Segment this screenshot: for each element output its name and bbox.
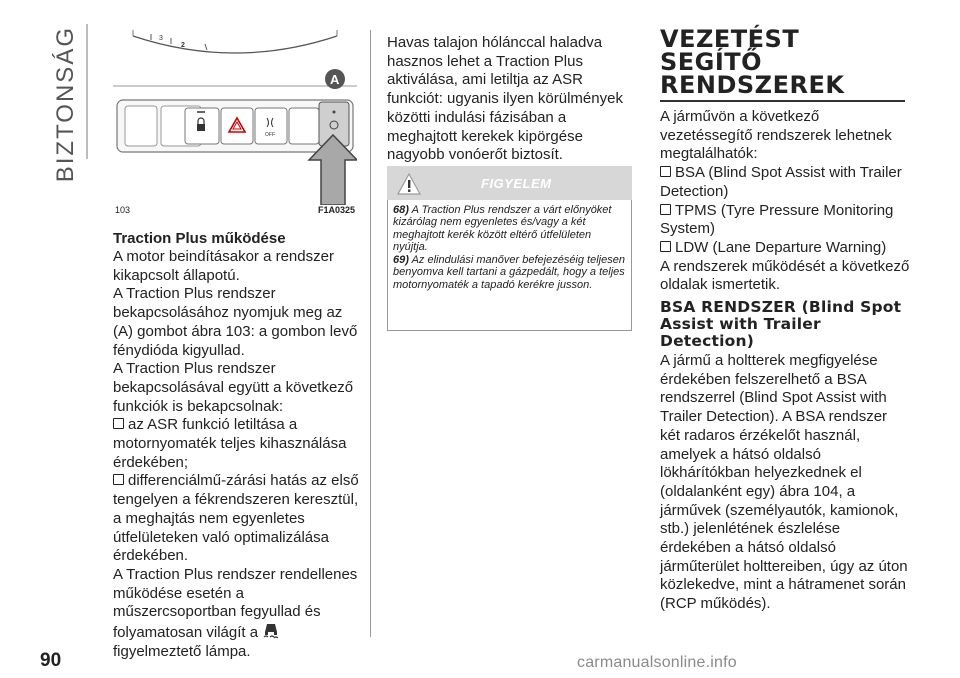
warning-header	[387, 166, 632, 200]
paragraph: A Traction Plus rendszer bekapcsolásával együtt a következő funkciók is bekapcsolnak:	[113, 360, 354, 415]
paragraph: A motor beindításakor a rendszer kikapcsolt állapotú.	[113, 248, 334, 284]
dial-label-3: 3	[159, 35, 163, 42]
bullet-icon	[660, 241, 671, 252]
warning-title: FIGYELEM	[481, 176, 552, 191]
bsa-subheading: BSA RENDSZER (Blind Spot Assist with Trailer Detection)	[660, 298, 902, 351]
warning-box	[387, 166, 632, 331]
figure-103-illustration	[113, 30, 357, 205]
warning-item: 68) A Traction Plus rendszer a várt előnyöket kizárólag nem egyenletes és/vagy a két meghajtott kerék között eltérő útfelületen nyújtja.	[393, 204, 612, 253]
watermark: carmanualsonline.info	[577, 654, 737, 671]
list-item: differenciálmű-zárási hatás az első tengelyen a fékrendszeren keresztül, a meghajtás nem egyenletes útfelületeken való optimalizálása érdekében.	[113, 472, 359, 565]
bullet-icon	[660, 204, 671, 215]
bullet-icon	[113, 418, 124, 429]
bullet-icon	[660, 166, 671, 177]
column-3	[660, 25, 910, 614]
list-item: az ASR funkció letiltása a motornyomaték teljes kihasználása érdekében;	[113, 416, 347, 471]
section-side-tab: BIZTONSÁG	[52, 26, 79, 183]
list-item: LDW (Lane Departure Warning)	[660, 239, 910, 258]
paragraph: A jármű a holtterek megfigyelése érdekében felszerelhető a BSA rendszerrel (Blind Spot Assist with Trailer Detection). A BSA rendszer két radaros érzékelőt használ, amelyek a hátsó oldalsó lökhárítókban helyezkednek el (oldalanként egy) ábra 104, a járművek (személyautók, kamionok, stb.) jelenlétének észlelése érdekében a hátsó oldalsó járműterület holttereiben, úgy az úton közlekedve, mint a hátramenet során (RCP működés).	[660, 352, 908, 613]
dial-label-2: 2	[181, 42, 185, 49]
side-tab-rule	[86, 24, 88, 159]
page-number: 90	[40, 650, 62, 671]
column-2	[387, 34, 632, 165]
off-label: OFF	[265, 132, 275, 138]
traction-warning-icon	[262, 622, 280, 640]
column-1	[113, 230, 360, 661]
list-item: TPMS (Tyre Pressure Monitoring System)	[660, 201, 894, 238]
figure-code: F1A0325	[317, 205, 355, 215]
paragraph: Havas talajon hólánccal haladva hasznos lehet a Traction Plus aktiválása, ami letiltja az ASR funkciót: ugyanis ilyen körülmények közötti indulási fázisában a meghajtott kerekek kipörgése nagyobb vonóerőt biztosít.	[387, 34, 623, 164]
bullet-icon	[113, 474, 124, 485]
console-drawing	[113, 30, 357, 205]
paragraph: A Traction Plus rendszer bekapcsolásához nyomjuk meg az (A) gombot ábra 103: a gombon levő fénydióda kigyullad.	[113, 285, 358, 359]
list-item: BSA (Blind Spot Assist with Trailer Detection)	[660, 164, 902, 200]
paragraph: A rendszerek működését a következő oldalak ismertetik.	[660, 257, 910, 294]
warning-body	[387, 200, 632, 331]
warning-item: 69) Az elindulási manőver befejezéséig teljesen benyomva kell tartani a gázpedált, hogy a teljes motornyomaték a tapadó kerékre jusson.	[393, 254, 625, 291]
paragraph: A járművön a következő vezetéssegítő rendszerek lehetnek megtalálhatók:	[660, 108, 892, 163]
section-title: VEZETÉST SEGÍTŐ RENDSZEREK	[660, 28, 905, 102]
figure-number: 103	[115, 205, 131, 215]
column-divider	[370, 30, 371, 637]
warning-triangle-icon	[397, 173, 421, 195]
traction-plus-heading: Traction Plus működése	[113, 230, 286, 247]
paragraph: A Traction Plus rendszer rendellenes működése esetén a műszercsoportban fegyullad és folyamatosan világít a figyelmeztető lámpa.	[113, 565, 358, 660]
callout-a: A	[330, 72, 340, 87]
